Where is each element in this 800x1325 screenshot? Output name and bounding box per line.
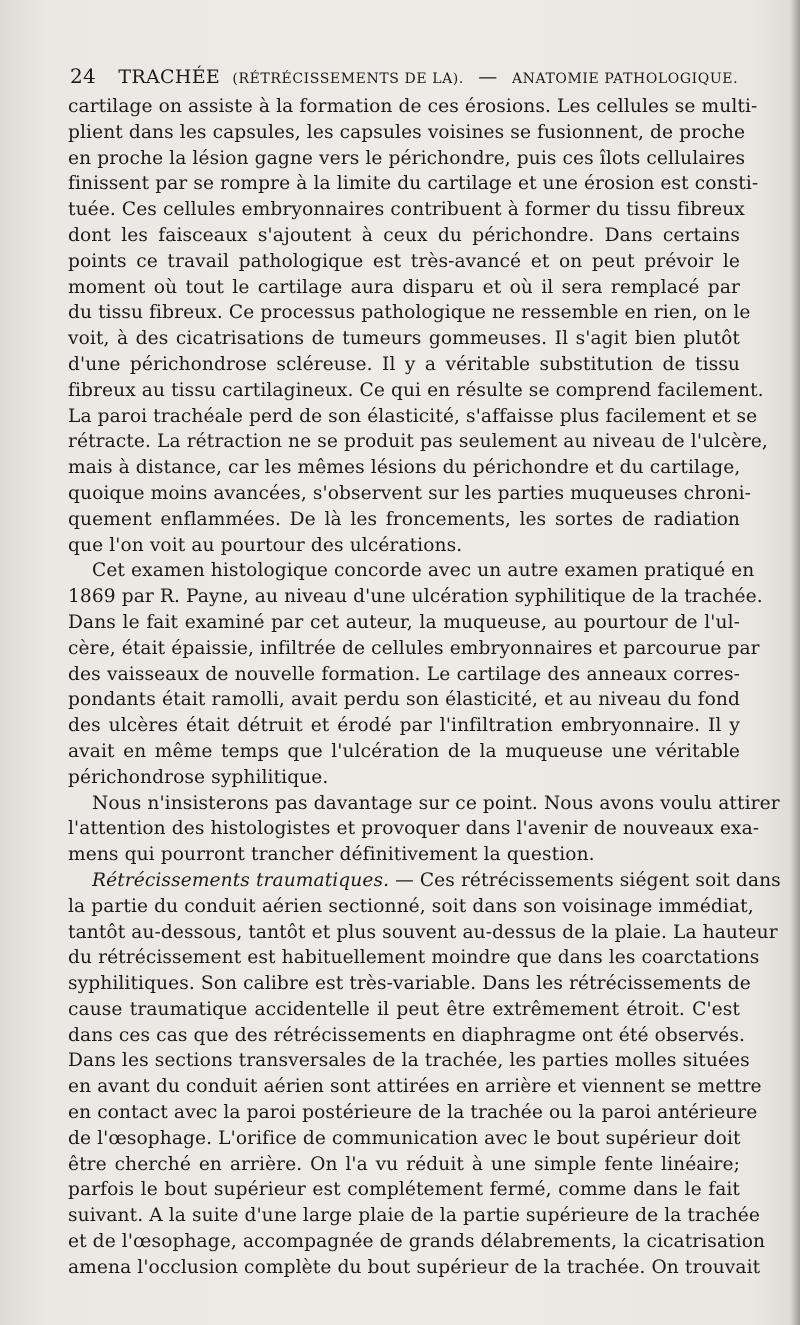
text-line-content: rétracte. La rétraction ne se produit pas seulement au niveau de l'ulcère,: [68, 431, 768, 453]
text-line-content: cère, était épaissie, infiltrée de cellules embryonnaires et parcourue par: [68, 637, 760, 659]
text-line: [68, 223, 740, 249]
text-line: [68, 404, 758, 430]
text-line-content: La paroi trachéale perd de son élasticité, s'affaisse plus facilement et se: [68, 405, 758, 427]
text-line: [68, 300, 751, 326]
text-line-content: en avant du conduit aérien sont attirées en arrière et viennent se mettre: [68, 1076, 762, 1098]
text-line-content: dont les faisceaux s'ajoutent à ceux du périchondre. Dans certains: [68, 224, 740, 246]
text-line: [68, 662, 740, 688]
text-line-content: mens qui pourront trancher définitivement la question.: [68, 844, 595, 866]
text-line: [68, 868, 781, 894]
text-line-content: plient dans les capsules, les capsules voisines se fusionnent, de proche: [68, 121, 746, 143]
text-line: [68, 120, 746, 146]
text-line-content: syphilitiques. Son calibre est très-variable. Dans les rétrécissements de: [68, 973, 751, 995]
text-line: [68, 1177, 740, 1203]
header-subtitle: (RÉTRÉCISSEMENTS DE LA).: [232, 71, 464, 87]
text-line-content: finissent par se rompre à la limite du cartilage et une érosion est consti-: [68, 173, 759, 195]
text-line-content: cartilage on assiste à la formation de ces érosions. Les cellules se multi-: [68, 96, 758, 117]
text-line: [68, 739, 740, 765]
text-line-content: d'une périchondrose scléreuse. Il y a véritable substitution de tissu: [68, 353, 740, 375]
text-line-content: cause traumatique accidentelle il peut être extrêmement étroit. C'est: [68, 998, 740, 1020]
text-line-content: du tissu fibreux. Ce processus pathologique ne ressemble en rien, on le: [68, 302, 751, 324]
text-line-content: points ce travail pathologique est très-avancé et on peut prévoir le: [68, 250, 740, 272]
header-section: ANATOMIE PATHOLOGIQUE.: [511, 71, 739, 87]
text-line: [68, 1255, 761, 1281]
text-line: [68, 945, 760, 971]
text-line: [68, 816, 760, 842]
text-line-content: en proche la lésion gagne vers le périchondre, puis ces îlots cellulaires: [68, 147, 746, 169]
text-line: [68, 971, 751, 997]
text-line: [68, 533, 740, 559]
text-line: [68, 326, 740, 352]
text-line-content: voit, à des cicatrisations de tumeurs gommeuses. Il s'agit bien plutôt: [68, 328, 740, 350]
text-line-content: et de l'œsophage, accompagnée de grands délabrements, la cicatrisation: [68, 1231, 766, 1253]
text-line-content: quoique moins avancées, s'observent sur les parties muqueuses chroni-: [68, 482, 752, 504]
text-line: [68, 997, 740, 1023]
text-line: [68, 713, 740, 739]
text-line-content: de l'œsophage. L'orifice de communication avec le bout supérieur doit: [68, 1127, 741, 1149]
text-line-content: Dans le fait examiné par cet auteur, la muqueuse, au pourtour de l'ul-: [68, 611, 740, 633]
text-line: [68, 1152, 740, 1178]
text-line: [68, 249, 740, 275]
header-title: TRACHÉE: [118, 66, 221, 88]
text-line-content: — Ces rétrécissements siégent soit dans: [389, 869, 781, 891]
text-line-content: dans ces cas que des rétrécissements en diaphragme ont été observés.: [68, 1024, 745, 1046]
text-line: [68, 352, 740, 378]
text-line: [68, 842, 740, 868]
text-line-content: la partie du conduit aérien sectionné, soit dans son voisinage immédiat,: [68, 895, 754, 917]
text-line-content: moment où tout le cartilage aura disparu et où il sera remplacé par: [68, 276, 740, 298]
text-line-content: des vaisseaux de nouvelle formation. Le cartilage des anneaux corres-: [68, 663, 740, 685]
text-line: [68, 171, 759, 197]
text-line-content: des ulcères était détruit et érodé par l'infiltration embryonnaire. Il y: [68, 715, 740, 737]
text-line-content: que l'on voit au pourtour des ulcérations.: [68, 534, 463, 556]
text-line: [68, 275, 740, 301]
text-line-content: Cet examen histologique concorde avec un autre examen pratiqué en: [92, 560, 755, 582]
text-line: [68, 481, 752, 507]
text-line-content: avait en même temps que l'ulcération de la muqueuse une véritable: [68, 740, 740, 762]
header-dash: —: [478, 66, 498, 88]
text-line: [68, 378, 764, 404]
text-line-content: en contact avec la paroi postérieure de la trachée ou la paroi antérieure: [68, 1102, 758, 1124]
text-line-content: mais à distance, car les mêmes lésions du périchondre et du cartilage,: [68, 457, 741, 479]
text-line-content: être cherché en arrière. On l'a vu réduit à une simple fente linéaire;: [68, 1153, 740, 1175]
text-line: [68, 1048, 750, 1074]
text-line-content: tuée. Ces cellules embryonnaires contribuent à former du tissu fibreux: [68, 199, 745, 221]
text-line: [68, 455, 740, 481]
text-line-content: pondants était ramolli, avait perdu son élasticité, et au niveau du fond: [68, 689, 740, 711]
text-line: [68, 1229, 766, 1255]
text-line-content: Dans les sections transversales de la trachée, les parties molles situées: [68, 1050, 750, 1072]
text-line: [68, 429, 768, 455]
text-line: [68, 197, 745, 223]
text-line-content: Nous n'insisterons pas davantage sur ce point. Nous avons voulu attirer: [92, 792, 780, 814]
text-line-content: suivant. A la suite d'une large plaie de la partie supérieure de la trachée: [68, 1205, 760, 1227]
text-line: [68, 765, 740, 791]
text-line-content: l'attention des histologistes et provoquer dans l'avenir de nouveaux exa-: [68, 818, 760, 840]
text-line-content: 1869 par R. Payne, au niveau d'une ulcération syphilitique de la trachée.: [68, 586, 763, 608]
text-line: [68, 507, 740, 533]
text-line: [68, 146, 746, 172]
text-line-content: fibreux au tissu cartilagineux. Ce qui en résulte se comprend facilement.: [68, 379, 764, 401]
text-line: [68, 920, 778, 946]
text-line: [68, 894, 754, 920]
text-line: [68, 791, 780, 817]
text-line: [68, 1023, 745, 1049]
section-heading-italic: Rétrécissements traumatiques.: [92, 869, 390, 891]
text-line: [68, 636, 760, 662]
running-header: [70, 64, 740, 90]
text-line: [68, 1203, 760, 1229]
page-edge-shadow: [790, 0, 800, 1325]
text-line-content: périchondrose syphilitique.: [68, 766, 329, 788]
text-line: [68, 1100, 758, 1126]
text-line-content: amena l'occlusion complète du bout supérieur de la trachée. On trouvait: [68, 1256, 761, 1278]
text-line: [68, 610, 740, 636]
text-line-content: tantôt au-dessous, tantôt et plus souvent au-dessus de la plaie. La hauteur: [68, 921, 778, 943]
text-line: [68, 1126, 740, 1152]
text-line: [68, 584, 763, 610]
text-line-content: du rétrécissement est habituellement moindre que dans les coarctations: [68, 947, 760, 969]
text-line: [68, 687, 740, 713]
body-text: [68, 94, 781, 1281]
text-line: [68, 558, 755, 584]
text-line: [68, 1074, 762, 1100]
page-number: 24: [70, 64, 97, 88]
text-line-content: quement enflammées. De là les froncements, les sortes de radiation: [68, 508, 740, 530]
text-line: [68, 94, 758, 120]
text-line-content: parfois le bout supérieur est complétement fermé, comme dans le fait: [68, 1179, 740, 1201]
